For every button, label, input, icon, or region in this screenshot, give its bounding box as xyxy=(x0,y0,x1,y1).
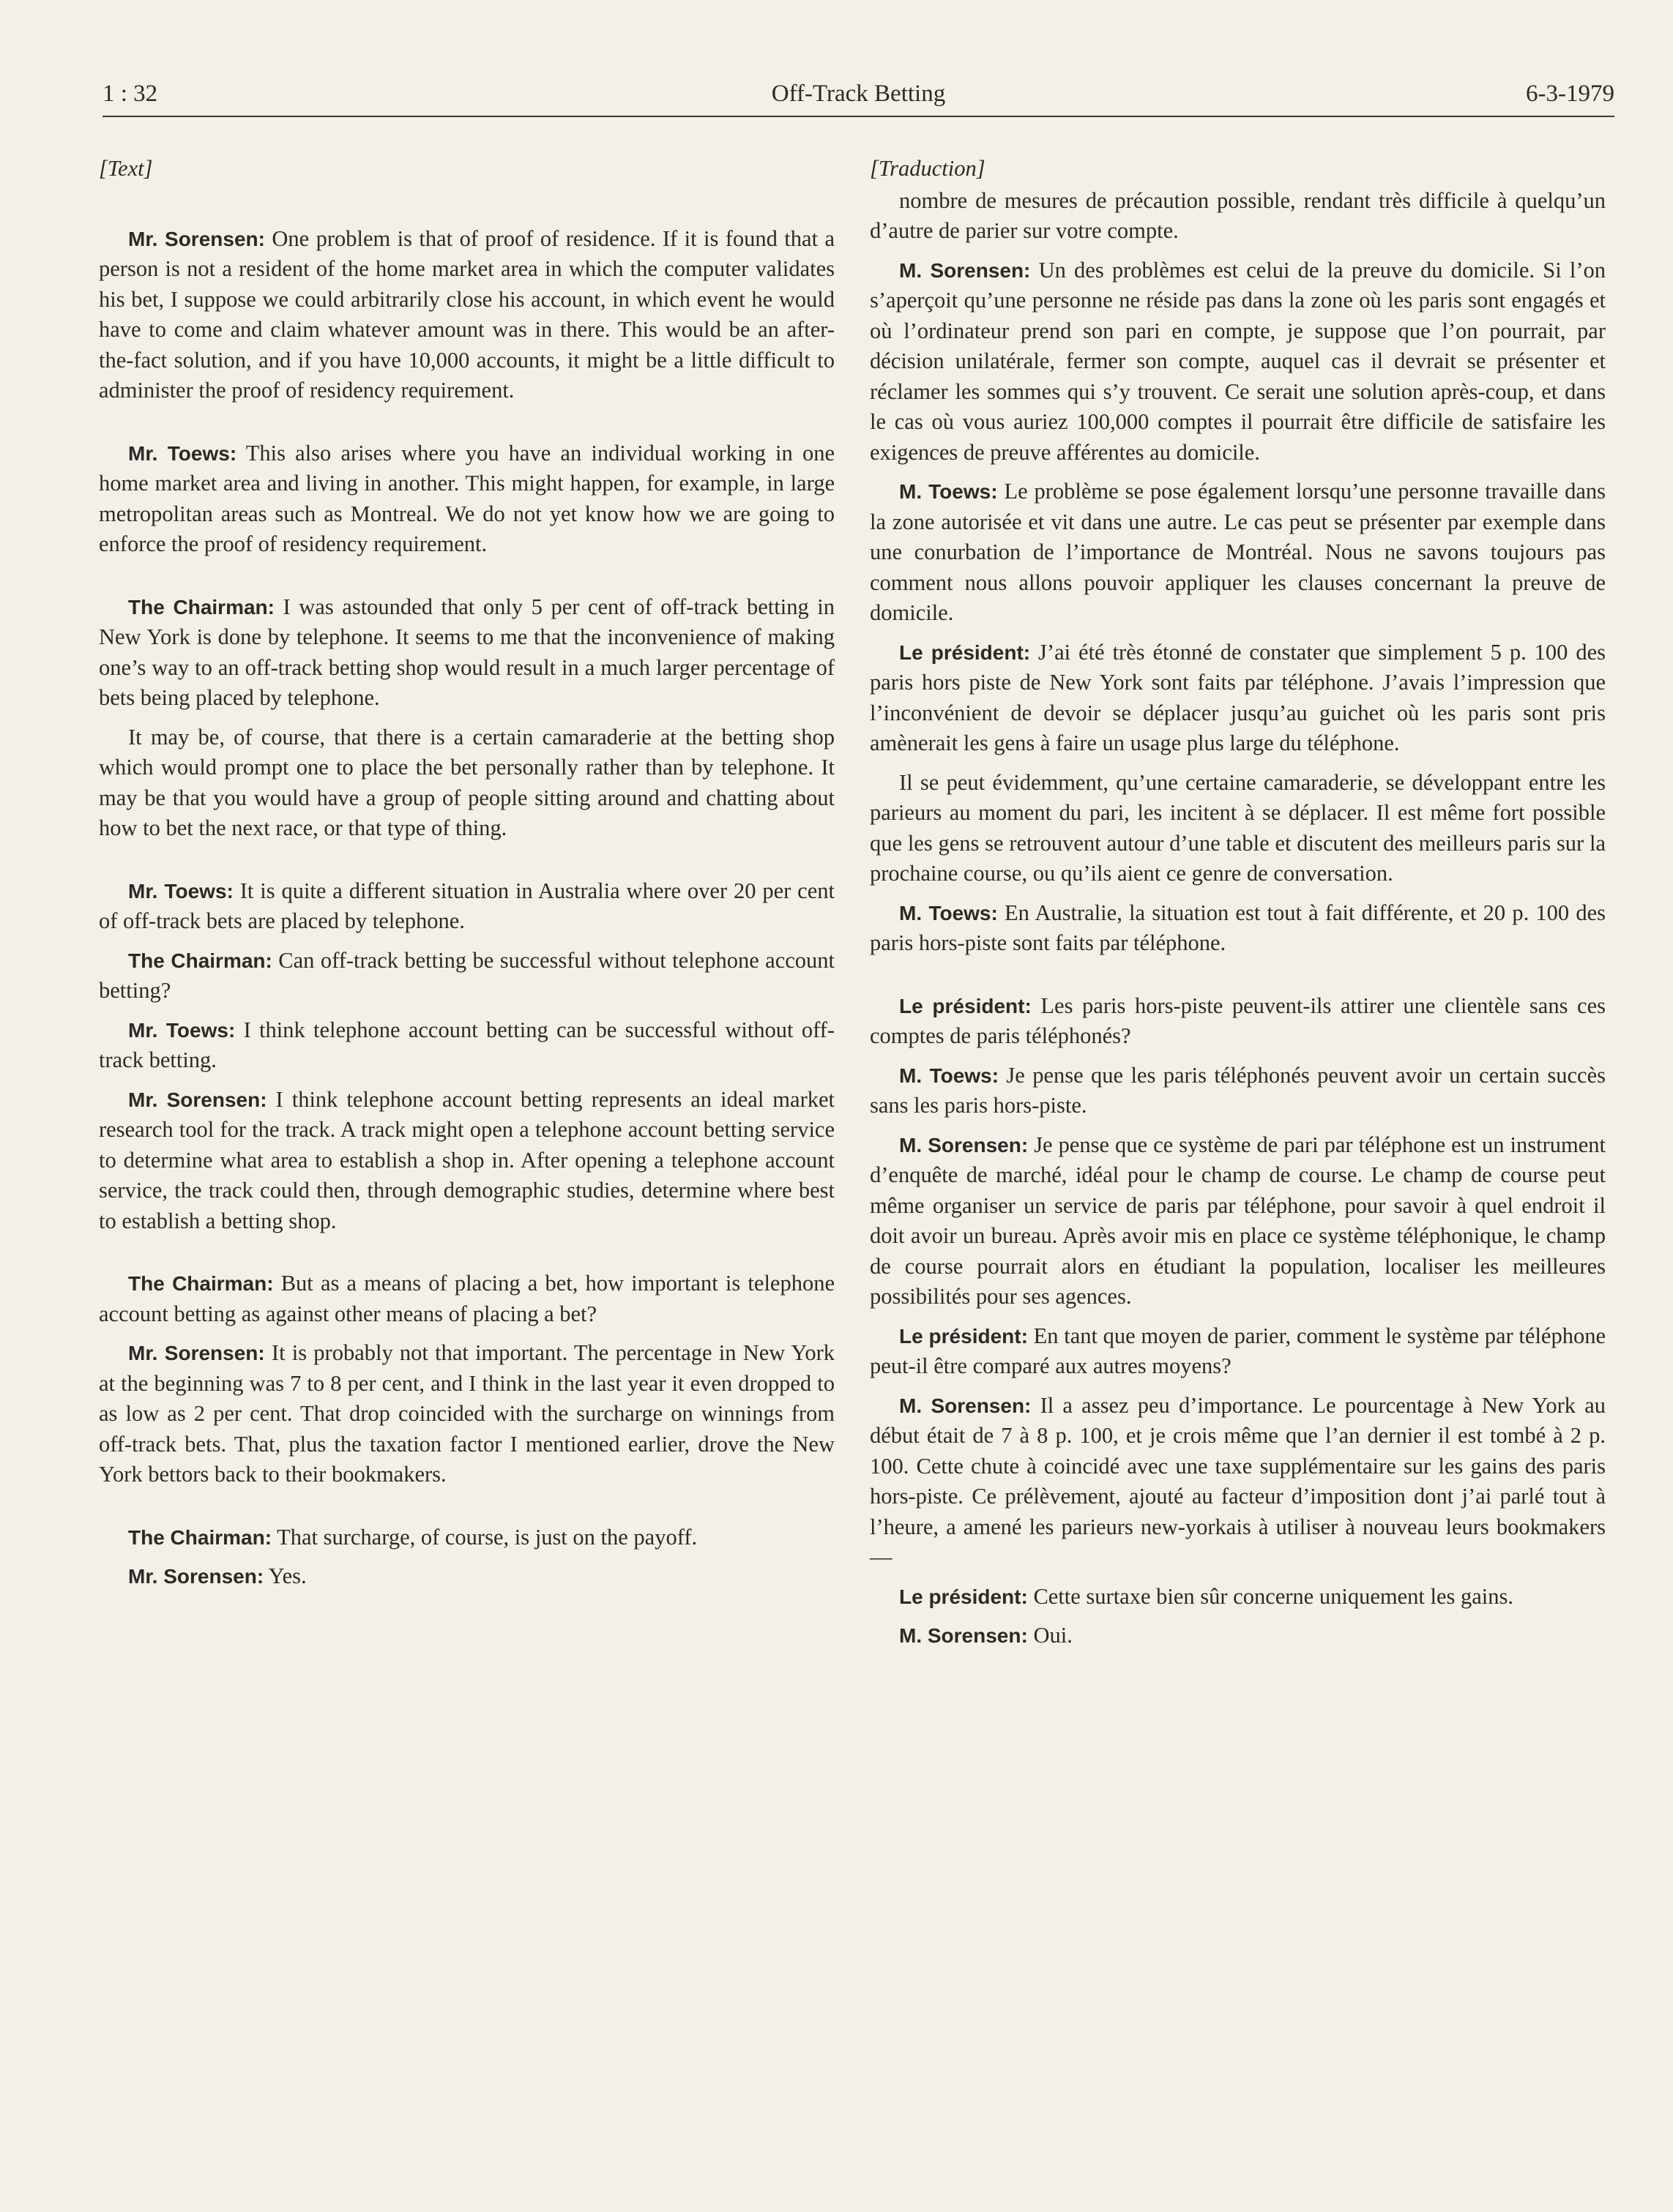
speaker-name: Mr. Toews: xyxy=(128,1018,236,1042)
paragraph-text: It is probably not that important. The percentage in New York at the beginning was 7 to 8 per cent, and I think in the last year it even dropped to as low as 2 per cent. That drop coincided with the surcharge on winnings from off-track bets. That, plus the taxation factor I mentioned earlier, drove the New York bettors back to their bookmakers. xyxy=(99,1340,835,1487)
speaker-name: Mr. Toews: xyxy=(128,441,237,465)
english-column xyxy=(99,154,835,1601)
paragraph-text: I was astounded that only 5 per cent of off-track betting in New York is done by telephone. It seems to me that the inconvenience of making one’s way to an off-track betting shop would result in a much larger percentage of bets being placed by telephone. xyxy=(99,594,835,710)
speaker-name: The Chairman: xyxy=(128,1525,272,1549)
page-number: 1 : 32 xyxy=(103,81,158,107)
paragraph xyxy=(99,876,835,937)
paragraph-text: It may be, of course, that there is a certain camaraderie at the betting shop which would prompt one to place the bet personally rather than by telephone. It may be that you would have a group of people sitting around and chatting about how to bet the next race, or that type of thing. xyxy=(99,724,835,840)
speaker-name: Le président: xyxy=(899,994,1032,1017)
page-title: Off-Track Betting xyxy=(771,81,946,107)
paragraph xyxy=(99,1085,835,1237)
speaker-name: Mr. Toews: xyxy=(128,879,234,903)
speaker-name: Mr. Sorensen: xyxy=(128,1088,267,1111)
paragraph-text: Je pense que les paris téléphonés peuvent avoir un certain succès sans les paris hors-piste. xyxy=(870,1062,1606,1118)
speaker-name: M. Sorensen: xyxy=(899,258,1031,282)
paragraph xyxy=(870,186,1606,247)
paragraph xyxy=(870,1582,1606,1613)
paragraph xyxy=(870,255,1606,468)
paragraph-text: Can off-track betting be successful without telephone account betting? xyxy=(99,947,835,1003)
page-header xyxy=(103,81,1614,117)
paragraph-text: J’ai été très étonné de constater que simplement 5 p. 100 des paris hors piste de New York sont faits par téléphone. J’avais l’impression que l’inconvénient de devoir se déplacer jusqu’au guichet où les paris sont pris amènerait les gens à faire un usage plus large du téléphone. xyxy=(870,639,1606,755)
paragraph-text: Yes. xyxy=(264,1563,307,1588)
paragraph xyxy=(99,1015,835,1076)
page-date: 6-3-1979 xyxy=(1526,81,1614,107)
speaker-name: M. Sorensen: xyxy=(899,1133,1029,1157)
speaker-name: The Chairman: xyxy=(128,949,272,972)
paragraph xyxy=(870,1391,1606,1573)
paragraph xyxy=(870,768,1606,889)
speaker-name: Le président: xyxy=(899,640,1031,664)
paragraph xyxy=(99,1522,835,1553)
speaker-name: The Chairman: xyxy=(128,1272,274,1295)
column-label: [Text] xyxy=(99,156,153,181)
header-rule xyxy=(103,116,1614,117)
paragraph-text: Il a assez peu d’importance. Le pourcentage à New York au début était de 7 à 8 p. 100, et je crois même que l’an dernier il est tombé à 2 p. 100. Cette chute à coincidé avec une taxe supplémentaire sur les gains des paris hors-piste. Ce prélèvement, ajouté au facteur d’imposition dont j’ai parlé tout à l’heure, a amené les parieurs new-yorkais à utiliser à nouveau leurs bookmakers— xyxy=(870,1392,1606,1569)
paragraph xyxy=(870,1061,1606,1121)
paragraph-text: Cette surtaxe bien sûr concerne uniquement les gains. xyxy=(1027,1583,1513,1609)
paragraph xyxy=(99,1338,835,1490)
paragraph xyxy=(99,224,835,406)
paragraph-text: I think telephone account betting can be successful without off-track betting. xyxy=(99,1017,835,1072)
paragraph-text: Les paris hors-piste peuvent-ils attirer une clientèle sans ces comptes de paris téléphonés? xyxy=(870,993,1606,1048)
paragraph xyxy=(99,1561,835,1592)
paragraph xyxy=(99,592,835,714)
paragraph xyxy=(870,898,1606,959)
paragraph-text: Un des problèmes est celui de la preuve du domicile. Si l’on s’aperçoit qu’une personne ne réside pas dans la zone où les paris sont engagés et où l’ordinateur prend son pari en compte, je suppose que l’on pourrait, par décision unilatérale, fermer son compte, auquel cas il devrait se présenter et réclamer les sommes qui s’y trouvent. Ce serait une solution après-coup, et dans le cas où vous auriez 100,000 comptes il pourrait être difficile de satisfaire les exigences de preuve afférentes au domicile. xyxy=(870,257,1606,465)
speaker-name: Le président: xyxy=(899,1324,1028,1348)
paragraph xyxy=(870,638,1606,759)
paragraph-text: En tant que moyen de parier, comment le système par téléphone peut-il être comparé aux autres moyens? xyxy=(870,1323,1606,1378)
speaker-name: M. Toews: xyxy=(899,480,998,503)
speaker-name: M. Toews: xyxy=(899,1064,999,1087)
paragraph-text: Je pense que ce système de pari par téléphone est un instrument d’enquête de marché, idéal pour le champ de course. Le champ de course peut même organiser un service de paris par téléphone, pour savoir à quel endroit il doit avoir un bureau. Après avoir mis en place ce système téléphonique, le champ de course pourrait alors en étudiant la population, localiser les meilleures possibilités pour ses agences. xyxy=(870,1132,1606,1309)
paragraph-text: That surcharge, of course, is just on the payoff. xyxy=(272,1524,698,1550)
column-label: [Traduction] xyxy=(870,156,985,181)
paragraph xyxy=(99,438,835,560)
paragraph xyxy=(99,946,835,1006)
paragraph-text: Il se peut évidemment, qu’une certaine camaraderie, se développant entre les parieurs au moment du pari, les incitent à se déplacer. Il est même fort possible que les gens se retrouvent autour d’une table et discutent des meilleurs paris sur la prochaine course, ou qu’ils aient ce genre de conversation. xyxy=(870,769,1606,886)
speaker-name: The Chairman: xyxy=(128,595,275,619)
paragraph xyxy=(870,477,1606,629)
paragraph-text: I think telephone account betting represents an ideal market research tool for the track. A track might open a telephone account betting service to determine what area to establish a shop in. After opening a telephone account service, the track could then, through demographic studies, determine where best to establish a betting shop. xyxy=(99,1086,835,1233)
paragraph-text: En Australie, la situation est tout à fait différente, et 20 p. 100 des paris hors-piste sont faits par téléphone. xyxy=(870,900,1606,955)
french-column xyxy=(870,154,1606,1660)
paragraph-text: It is quite a different situation in Australia where over 20 per cent of off-track bets are placed by telephone. xyxy=(99,878,835,933)
paragraph xyxy=(99,1268,835,1329)
speaker-name: Le président: xyxy=(899,1585,1028,1608)
paragraph xyxy=(870,991,1606,1052)
paragraph xyxy=(99,722,835,844)
speaker-name: M. Sorensen: xyxy=(899,1624,1028,1647)
paragraph-text: Oui. xyxy=(1027,1623,1073,1648)
speaker-name: Mr. Sorensen: xyxy=(128,1565,264,1588)
paragraph xyxy=(870,1621,1606,1651)
speaker-name: M. Toews: xyxy=(899,901,998,924)
paragraph-text: One problem is that of proof of residence. If it is found that a person is not a resident of the home market area in which the computer validates his bet, I suppose we could arbitrarily close his account, in which event he would have to come and claim whatever amount was in there. This would be an after-the-fact solution, and if you have 10,000 accounts, it might be a little difficult to administer the proof of residency requirement. xyxy=(99,225,835,403)
paragraph-text: nombre de mesures de précaution possible, rendant très difficile à quelqu’un d’autre de parier sur votre compte. xyxy=(870,187,1606,243)
paragraph xyxy=(870,1321,1606,1382)
paragraph-text: This also arises where you have an individual working in one home market area and living in another. This might happen, for example, in large metropolitan areas such as Montreal. We do not yet know how we are going to enforce the proof of residency requirement. xyxy=(99,440,835,556)
paragraph xyxy=(870,1130,1606,1312)
paragraph-text: Le problème se pose également lorsqu’une personne travaille dans la zone autorisée et vit dans une autre. Le cas peut se présenter par exemple dans une conurbation de l’importance de Montréal. Nous ne savons toujours pas comment nous allons pouvoir appliquer les clauses concernant la preuve de domicile. xyxy=(870,479,1606,625)
speaker-name: Mr. Sorensen: xyxy=(128,1342,265,1364)
speaker-name: M. Sorensen: xyxy=(899,1394,1032,1417)
speaker-name: Mr. Sorensen: xyxy=(128,227,265,250)
paragraph-text: But as a means of placing a bet, how important is telephone account betting as against other means of placing a bet? xyxy=(99,1271,835,1326)
